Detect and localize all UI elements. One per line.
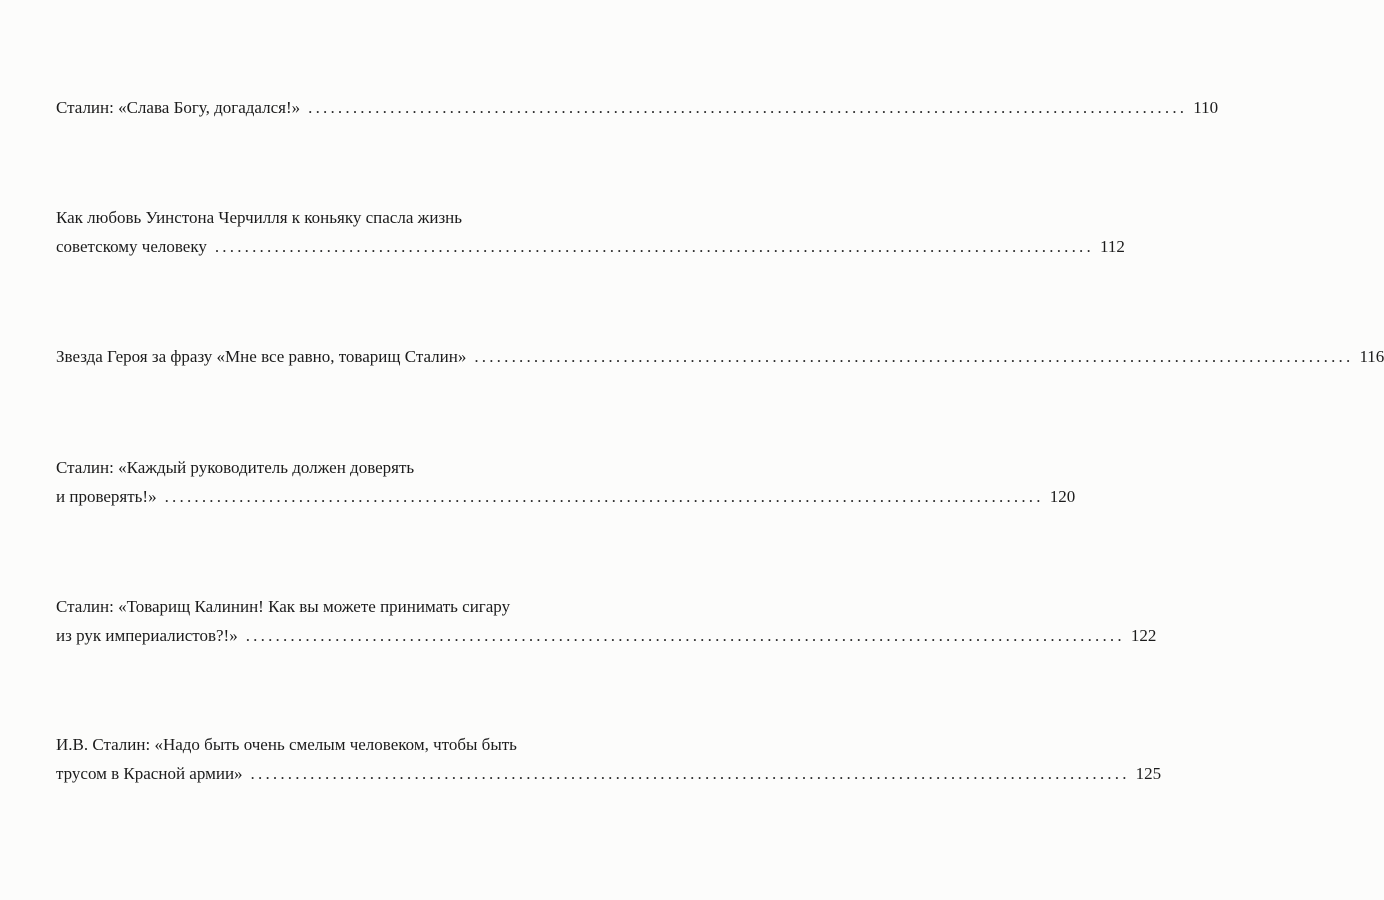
toc-entry-last-line (56, 621, 1157, 650)
toc-entry-last-line (56, 759, 1162, 788)
toc-entry (56, 730, 1162, 788)
toc-entry (56, 203, 1125, 261)
toc-entry-title-continued: из рук империалистов?!» (56, 626, 238, 645)
dot-leader: ...................................................................................................................... (308, 98, 1188, 117)
dot-leader: ...................................................................................................................... (245, 626, 1125, 645)
toc-entry-title-continued: и проверять!» (56, 487, 157, 506)
toc-page-number: 122 (1130, 626, 1157, 645)
toc-entry-last-line (56, 93, 1219, 122)
toc-entry (56, 592, 1157, 650)
toc-page-number: 120 (1049, 487, 1076, 506)
toc-entry (56, 453, 1076, 511)
toc-entry (56, 342, 1384, 371)
toc-entry-last-line (56, 232, 1125, 261)
toc-entry-title: Сталин: «Слава Богу, догадался!» (56, 98, 301, 117)
toc-page-number: 116 (1359, 347, 1384, 366)
dot-leader: ...................................................................................................................... (474, 347, 1354, 366)
toc-entry-title: Звезда Героя за фразу «Мне все равно, товарищ Сталин» (56, 347, 467, 366)
dot-leader: ...................................................................................................................... (164, 487, 1044, 506)
toc-entry-title-continued: советскому человеку (56, 237, 207, 256)
toc-entry-title: Сталин: «Товарищ Калинин! Как вы можете принимать сигару (56, 597, 511, 616)
toc-entry-title: И.В. Сталин: «Надо быть очень смелым человеком, чтобы быть (56, 735, 517, 754)
toc-entry-last-line (56, 482, 1076, 511)
dot-leader: ...................................................................................................................... (250, 764, 1130, 783)
toc-entry-title-continued: трусом в Красной армии» (56, 764, 243, 783)
toc-entry (56, 93, 1219, 122)
dot-leader: ...................................................................................................................... (214, 237, 1094, 256)
toc-entry-last-line (56, 342, 1384, 371)
toc-page-number: 110 (1193, 98, 1219, 117)
toc-page-number: 112 (1099, 237, 1125, 256)
toc-entry-title: Сталин: «Каждый руководитель должен доверять (56, 458, 415, 477)
toc-entry-title: Как любовь Уинстона Черчилля к коньяку спасла жизнь (56, 208, 463, 227)
toc-page-number: 125 (1135, 764, 1162, 783)
